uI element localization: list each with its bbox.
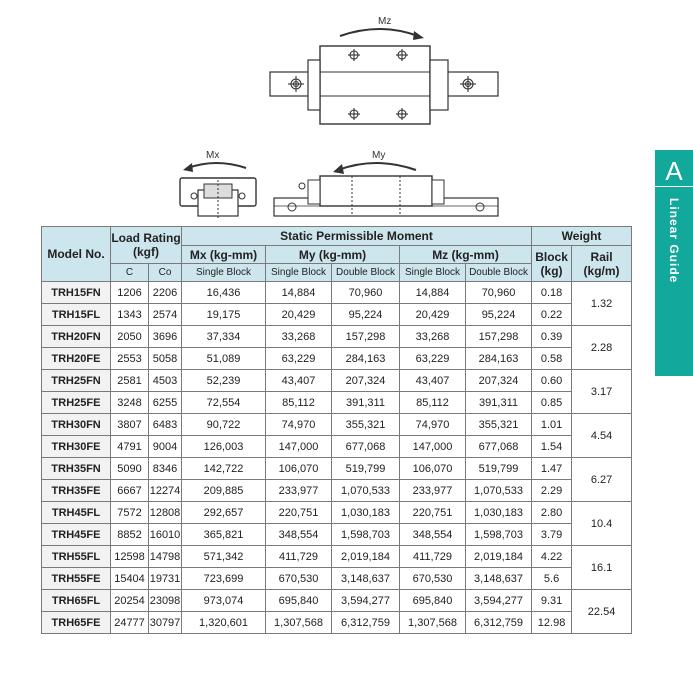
front-view-diagram [176,150,262,220]
svg-text:My [372,150,385,161]
cell-mz-s: 411,729 [400,546,466,568]
cell-mz-s: 695,840 [400,590,466,612]
cell-my-d: 95,224 [332,304,400,326]
cell-my-s: 233,977 [266,480,332,502]
cell-co: 16010 [149,524,182,546]
cell-my-d: 1,030,183 [332,502,400,524]
cell-mz-d: 157,298 [466,326,532,348]
header-my-single: Single Block [266,264,332,282]
table-row [42,348,632,370]
cell-my-s: 1,307,568 [266,612,332,634]
cell-mx: 52,239 [182,370,266,392]
cell-mx: 723,699 [182,568,266,590]
spec-table-body [42,282,632,634]
cell-mx: 19,175 [182,304,266,326]
cell-model: TRH25FN [42,370,111,392]
cell-c: 12598 [111,546,149,568]
cell-model: TRH65FL [42,590,111,612]
header-my: My (kg-mm) [266,246,400,264]
cell-model: TRH55FE [42,568,111,590]
cell-model: TRH25FE [42,392,111,414]
my-label: My [372,150,386,161]
cell-block: 3.79 [532,524,572,546]
cell-mx: 209,885 [182,480,266,502]
cell-mx: 72,554 [182,392,266,414]
cell-model: TRH35FN [42,458,111,480]
cell-c: 7572 [111,502,149,524]
cell-my-d: 70,960 [332,282,400,304]
cell-model: TRH65FE [42,612,111,634]
cell-model: TRH20FN [42,326,111,348]
cell-mz-s: 147,000 [400,436,466,458]
cell-co: 23098 [149,590,182,612]
cell-mx: 973,074 [182,590,266,612]
cell-mx: 90,722 [182,414,266,436]
cell-co: 12274 [149,480,182,502]
cell-my-d: 355,321 [332,414,400,436]
cell-mz-s: 74,970 [400,414,466,436]
table-row [42,568,632,590]
cell-my-d: 157,298 [332,326,400,348]
mz-label: Mz [378,16,392,27]
table-row [42,326,632,348]
cell-co: 2574 [149,304,182,326]
cell-mz-s: 348,554 [400,524,466,546]
cell-mz-d: 355,321 [466,414,532,436]
cell-mz-d: 391,311 [466,392,532,414]
cell-my-s: 348,554 [266,524,332,546]
cell-my-s: 33,268 [266,326,332,348]
cell-mx: 51,089 [182,348,266,370]
cell-mz-s: 233,977 [400,480,466,502]
cell-my-s: 14,884 [266,282,332,304]
table-row [42,524,632,546]
cell-mz-s: 85,112 [400,392,466,414]
table-row [42,282,632,304]
table-row [42,590,632,612]
header-block: Block (kg) [532,246,572,282]
cell-rail: 4.54 [572,414,632,458]
cell-block: 0.39 [532,326,572,348]
cell-mz-s: 33,268 [400,326,466,348]
cell-rail: 16.1 [572,546,632,590]
cell-my-d: 3,148,637 [332,568,400,590]
cell-mz-d: 207,324 [466,370,532,392]
cell-rail: 3.17 [572,370,632,414]
cell-model: TRH30FE [42,436,111,458]
table-row [42,612,632,634]
cell-c: 2553 [111,348,149,370]
table-row [42,392,632,414]
mx-label: Mx [206,150,220,161]
cell-mx: 1,320,601 [182,612,266,634]
cell-my-d: 519,799 [332,458,400,480]
cell-mz-d: 677,068 [466,436,532,458]
cell-mz-d: 95,224 [466,304,532,326]
header-my-double: Double Block [332,264,400,282]
section-tab [655,150,693,376]
cell-model: TRH45FL [42,502,111,524]
cell-my-d: 2,019,184 [332,546,400,568]
svg-text:Mz [378,16,391,27]
cell-my-d: 3,594,277 [332,590,400,612]
cell-mz-s: 1,307,568 [400,612,466,634]
cell-model: TRH55FL [42,546,111,568]
header-mz: Mz (kg-mm) [400,246,532,264]
cell-c: 8852 [111,524,149,546]
header-co: Co [149,264,182,282]
cell-my-d: 1,070,533 [332,480,400,502]
cell-c: 3248 [111,392,149,414]
cell-mz-d: 70,960 [466,282,532,304]
cell-co: 30797 [149,612,182,634]
cell-mz-d: 6,312,759 [466,612,532,634]
header-load-rating: Load Rating (kgf) [111,227,182,264]
cell-c: 4791 [111,436,149,458]
spec-table [41,226,632,634]
cell-mx: 571,342 [182,546,266,568]
cell-my-d: 207,324 [332,370,400,392]
cell-my-s: 106,070 [266,458,332,480]
cell-my-d: 1,598,703 [332,524,400,546]
cell-block: 12.98 [532,612,572,634]
cell-my-s: 20,429 [266,304,332,326]
cell-c: 20254 [111,590,149,612]
cell-my-s: 74,970 [266,414,332,436]
cell-my-s: 85,112 [266,392,332,414]
cell-my-d: 391,311 [332,392,400,414]
cell-block: 5.6 [532,568,572,590]
header-mx: Mx (kg-mm) [182,246,266,264]
cell-mz-s: 220,751 [400,502,466,524]
cell-mz-s: 43,407 [400,370,466,392]
table-row [42,370,632,392]
cell-mx: 142,722 [182,458,266,480]
table-row [42,480,632,502]
cell-block: 1.47 [532,458,572,480]
cell-block: 1.01 [532,414,572,436]
cell-mz-s: 106,070 [400,458,466,480]
header-weight: Weight [532,227,632,246]
cell-c: 1343 [111,304,149,326]
cell-block: 2.29 [532,480,572,502]
cell-co: 4503 [149,370,182,392]
cell-mx: 126,003 [182,436,266,458]
cell-my-d: 677,068 [332,436,400,458]
cell-model: TRH45FE [42,524,111,546]
cell-model: TRH20FE [42,348,111,370]
cell-c: 2581 [111,370,149,392]
cell-co: 8346 [149,458,182,480]
cell-mz-s: 14,884 [400,282,466,304]
cell-c: 15404 [111,568,149,590]
table-row [42,304,632,326]
cell-mz-s: 63,229 [400,348,466,370]
cell-mz-d: 1,030,183 [466,502,532,524]
cell-mx: 292,657 [182,502,266,524]
cell-co: 12808 [149,502,182,524]
cell-rail: 10.4 [572,502,632,546]
cell-block: 0.18 [532,282,572,304]
cell-c: 5090 [111,458,149,480]
cell-rail: 6.27 [572,458,632,502]
cell-co: 14798 [149,546,182,568]
cell-model: TRH30FN [42,414,111,436]
header-mz-double: Double Block [466,264,532,282]
cell-model: TRH15FL [42,304,111,326]
cell-c: 24777 [111,612,149,634]
cell-block: 9.31 [532,590,572,612]
cell-co: 5058 [149,348,182,370]
cell-mz-d: 3,148,637 [466,568,532,590]
cell-my-s: 43,407 [266,370,332,392]
cell-rail: 2.28 [572,326,632,370]
cell-my-s: 695,840 [266,590,332,612]
cell-c: 2050 [111,326,149,348]
cell-mz-d: 2,019,184 [466,546,532,568]
cell-block: 0.60 [532,370,572,392]
cell-block: 1.54 [532,436,572,458]
section-title: Linear Guide [667,198,681,284]
cell-block: 0.58 [532,348,572,370]
cell-mz-d: 1,598,703 [466,524,532,546]
cell-co: 9004 [149,436,182,458]
header-mx-single: Single Block [182,264,266,282]
cell-mz-d: 1,070,533 [466,480,532,502]
cell-mz-d: 519,799 [466,458,532,480]
cell-block: 4.22 [532,546,572,568]
cell-rail: 22.54 [572,590,632,634]
cell-c: 6667 [111,480,149,502]
cell-block: 2.80 [532,502,572,524]
cell-my-d: 284,163 [332,348,400,370]
table-row [42,502,632,524]
svg-text:Mx [206,150,219,161]
cell-block: 0.85 [532,392,572,414]
section-letter: A [655,156,693,187]
cell-block: 0.22 [532,304,572,326]
header-c: C [111,264,149,282]
cell-c: 1206 [111,282,149,304]
cell-my-d: 6,312,759 [332,612,400,634]
header-static-moment: Static Permissible Moment [182,227,532,246]
cell-co: 6255 [149,392,182,414]
table-row [42,546,632,568]
cell-model: TRH35FE [42,480,111,502]
cell-my-s: 63,229 [266,348,332,370]
header-model: Model No. [42,227,111,282]
side-view-diagram [272,150,500,220]
top-view-diagram [268,10,500,130]
cell-mx: 16,436 [182,282,266,304]
table-row [42,436,632,458]
cell-my-s: 220,751 [266,502,332,524]
cell-mx: 365,821 [182,524,266,546]
cell-rail: 1.32 [572,282,632,326]
cell-mz-d: 3,594,277 [466,590,532,612]
header-mz-single: Single Block [400,264,466,282]
cell-co: 3696 [149,326,182,348]
cell-mx: 37,334 [182,326,266,348]
cell-c: 3807 [111,414,149,436]
cell-my-s: 670,530 [266,568,332,590]
cell-mz-s: 670,530 [400,568,466,590]
table-row [42,414,632,436]
cell-co: 19731 [149,568,182,590]
cell-mz-d: 284,163 [466,348,532,370]
cell-my-s: 147,000 [266,436,332,458]
cell-model: TRH15FN [42,282,111,304]
table-row [42,458,632,480]
header-rail: Rail (kg/m) [572,246,632,282]
cell-my-s: 411,729 [266,546,332,568]
cell-mz-s: 20,429 [400,304,466,326]
cell-co: 2206 [149,282,182,304]
cell-co: 6483 [149,414,182,436]
